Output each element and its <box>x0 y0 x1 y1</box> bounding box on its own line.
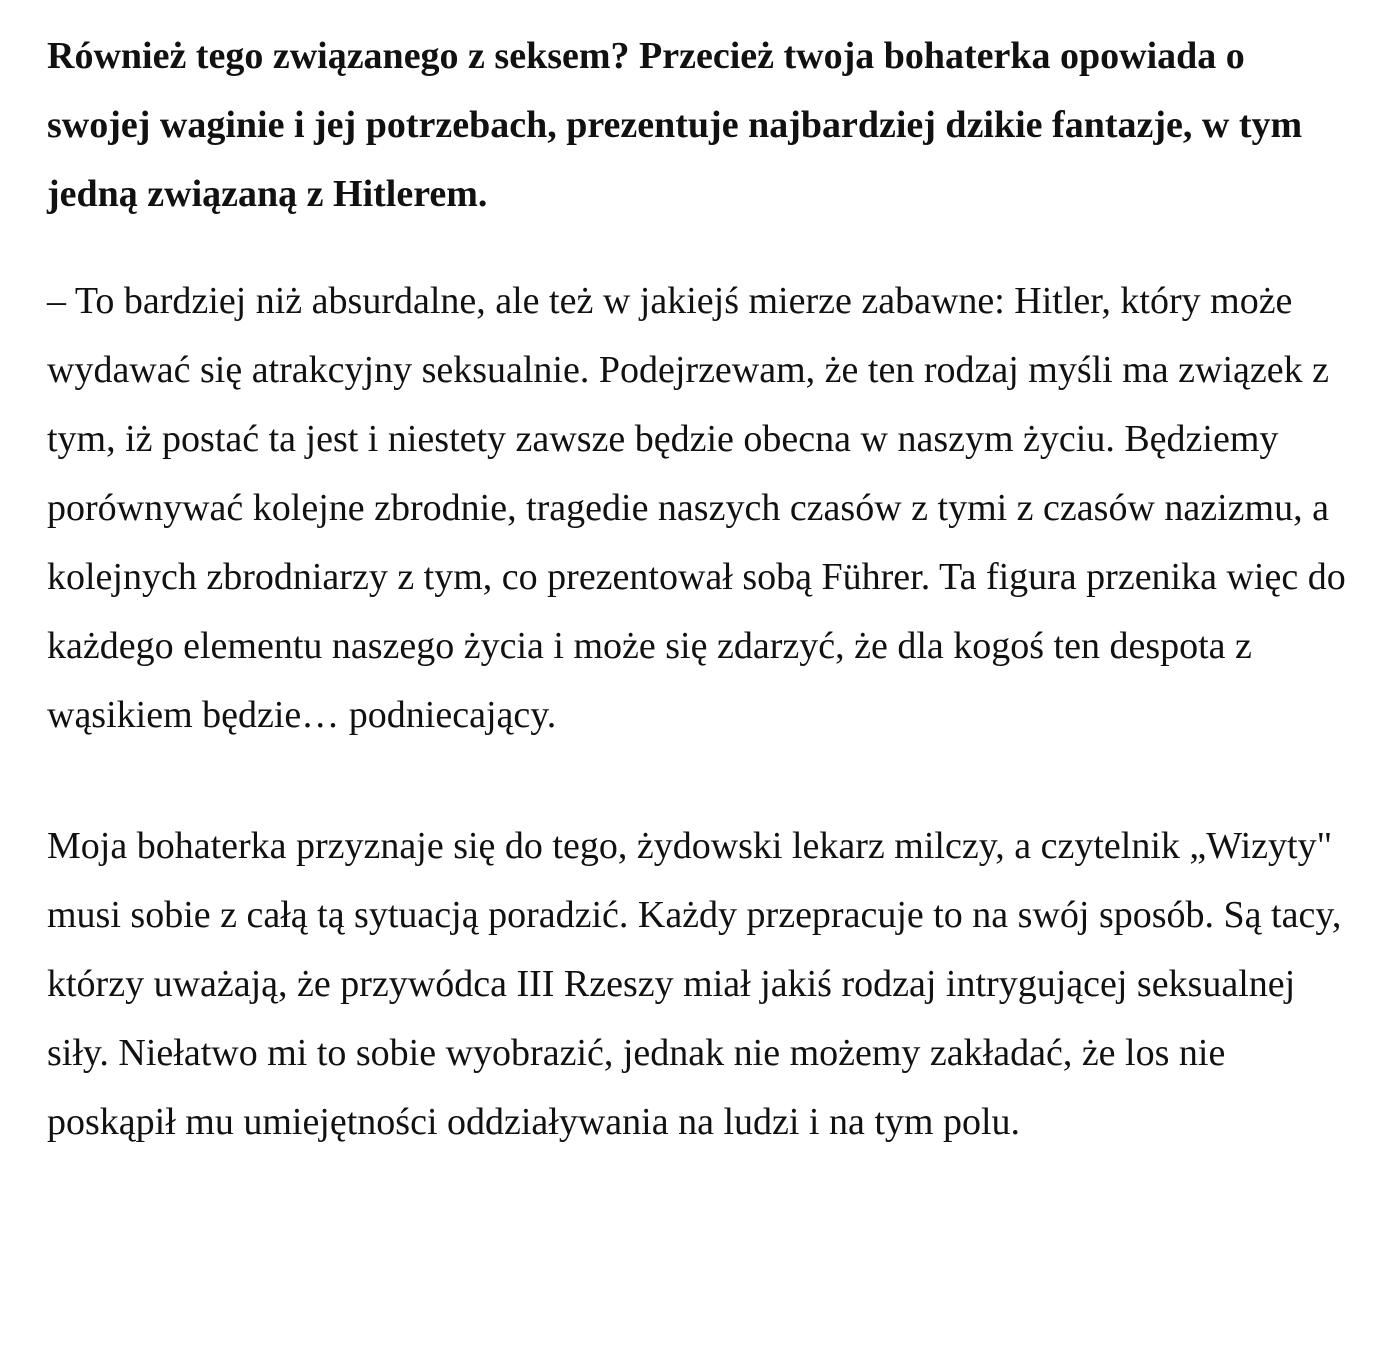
article-body <box>47 22 1357 1157</box>
interview-question: Również tego związanego z seksem? Przecież twoja bohaterka opowiada o swojej waginie i jej potrzebach, prezentuje najbardziej dzikie fantazje, w tym jedną związaną z Hitlerem. <box>47 35 1303 215</box>
answer-paragraph-2: Moja bohaterka przyznaje się do tego, żydowski lekarz milczy, a czytelnik „Wizyty" musi sobie z całą tą sytuacją poradzić. Każdy przepracuje to na swój sposób. Są tacy, którzy uważają, że przywódca III Rzeszy miał jakiś rodzaj intrygującej seksualnej siły. Niełatwo mi to sobie wyobrazić, jednak nie możemy zakładać, że los nie poskąpił mu umiejętności oddziaływania na ludzi i na tym polu. <box>47 825 1342 1143</box>
answer-paragraph-1: – To bardziej niż absurdalne, ale też w jakiejś mierze zabawne: Hitler, który może wydawać się atrakcyjny seksualnie. Podejrzewam, że ten rodzaj myśli ma związek z tym, iż postać ta jest i niestety zawsze będzie obecna w naszym życiu. Będziemy porównywać kolejne zbrodnie, tragedie naszych czasów z tymi z czasów nazizmu, a kolejnych zbrodniarzy z tym, co prezentował sobą Führer. Ta figura przenika więc do każdego elementu naszego życia i może się zdarzyć, że dla kogoś ten despota z wąsikiem będzie… podniecający. <box>47 280 1346 736</box>
